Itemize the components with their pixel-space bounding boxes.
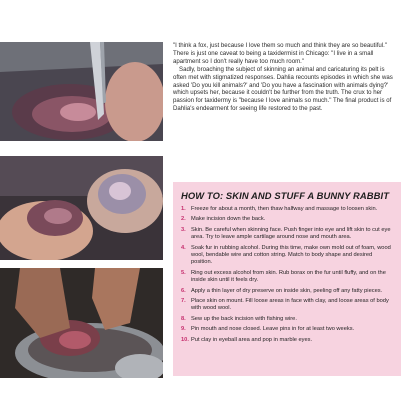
howto-step <box>181 206 393 213</box>
step-number: 3. <box>181 226 186 233</box>
howto-step <box>181 337 393 344</box>
story-text <box>173 42 397 113</box>
step-number: 7. <box>181 298 186 305</box>
step-text: Freeze for about a month, then thaw halfway and massage to loosen skin. <box>191 206 378 212</box>
photo-hands-holding-specimens <box>0 156 163 260</box>
howto-step <box>181 245 393 267</box>
howto-step <box>181 298 393 313</box>
howto-step <box>181 270 393 285</box>
step-text: Sew up the back incision with fishing wire. <box>191 315 297 322</box>
step-text: Put clay in eyeball area and pop in marble eyes. <box>191 336 313 343</box>
step-number: 10. <box>181 336 189 343</box>
step-number: 8. <box>181 315 186 322</box>
step-text: Ring out excess alcohol from skin. Rub borax on the fur until fluffy, and on the inside skin until it feels dry. <box>191 269 386 284</box>
step-number: 9. <box>181 326 186 333</box>
step-number: 5. <box>181 269 186 276</box>
photo-scalpel-skinning <box>0 42 163 141</box>
step-text: Soak fur in rubbing alcohol. During this time, make own mold out of foam, wood wool, bendable wire and cotton string. Match to body shape and desired position. <box>191 244 391 266</box>
story-paragraph: "I think a fox, just because I love them so much and think they are so beautiful." There is just one caveat to being a taxidermist in Chicago: "I live in a small apartment so I don't really have too much room." <box>173 42 388 65</box>
step-text: Apply a thin layer of dry preserve on inside skin, peeling off any fatty pieces. <box>191 287 383 294</box>
howto-step <box>181 227 393 242</box>
step-number: 2. <box>181 216 186 223</box>
step-text: Pin mouth and nose closed. Leave pins in for at least two weeks. <box>191 326 355 333</box>
step-text: Place skin on mount. Fill loose areas in face with clay, and loose areas of body with wood wool. <box>191 298 389 312</box>
step-number: 4. <box>181 244 186 251</box>
step-number: 1. <box>181 206 186 212</box>
step-number: 6. <box>181 287 186 294</box>
howto-step <box>181 216 393 223</box>
howto-title: HOW TO: SKIN AND STUFF A BUNNY RABBIT <box>181 190 390 201</box>
howto-step <box>181 288 393 295</box>
step-text: Skin. Be careful when skinning face. Push finger into eye and lift skin to cut eye area. Try to leave ample cartilage around nose and mouth area. <box>191 226 391 241</box>
howto-step <box>181 316 393 323</box>
step-text: Make incision down the back. <box>191 216 266 223</box>
howto-sidebar <box>173 182 401 376</box>
photo-hands-in-bowl <box>0 268 163 378</box>
story-paragraph: Sadly, broaching the subject of skinning an animal and caricaturing its pelt is often met with stigmatized responses. Dahlia recounts episodes in which she was asked 'Do you kill animals?' and 'Do you have a fascination with animals dying?' which upsets her, because it couldn't be further from the truth. The crux to her passion for taxidermy is "because I love animals so much." The final product is of Dahlia's endearment for seeing life restored to the past. <box>173 65 393 113</box>
howto-step <box>181 326 393 333</box>
